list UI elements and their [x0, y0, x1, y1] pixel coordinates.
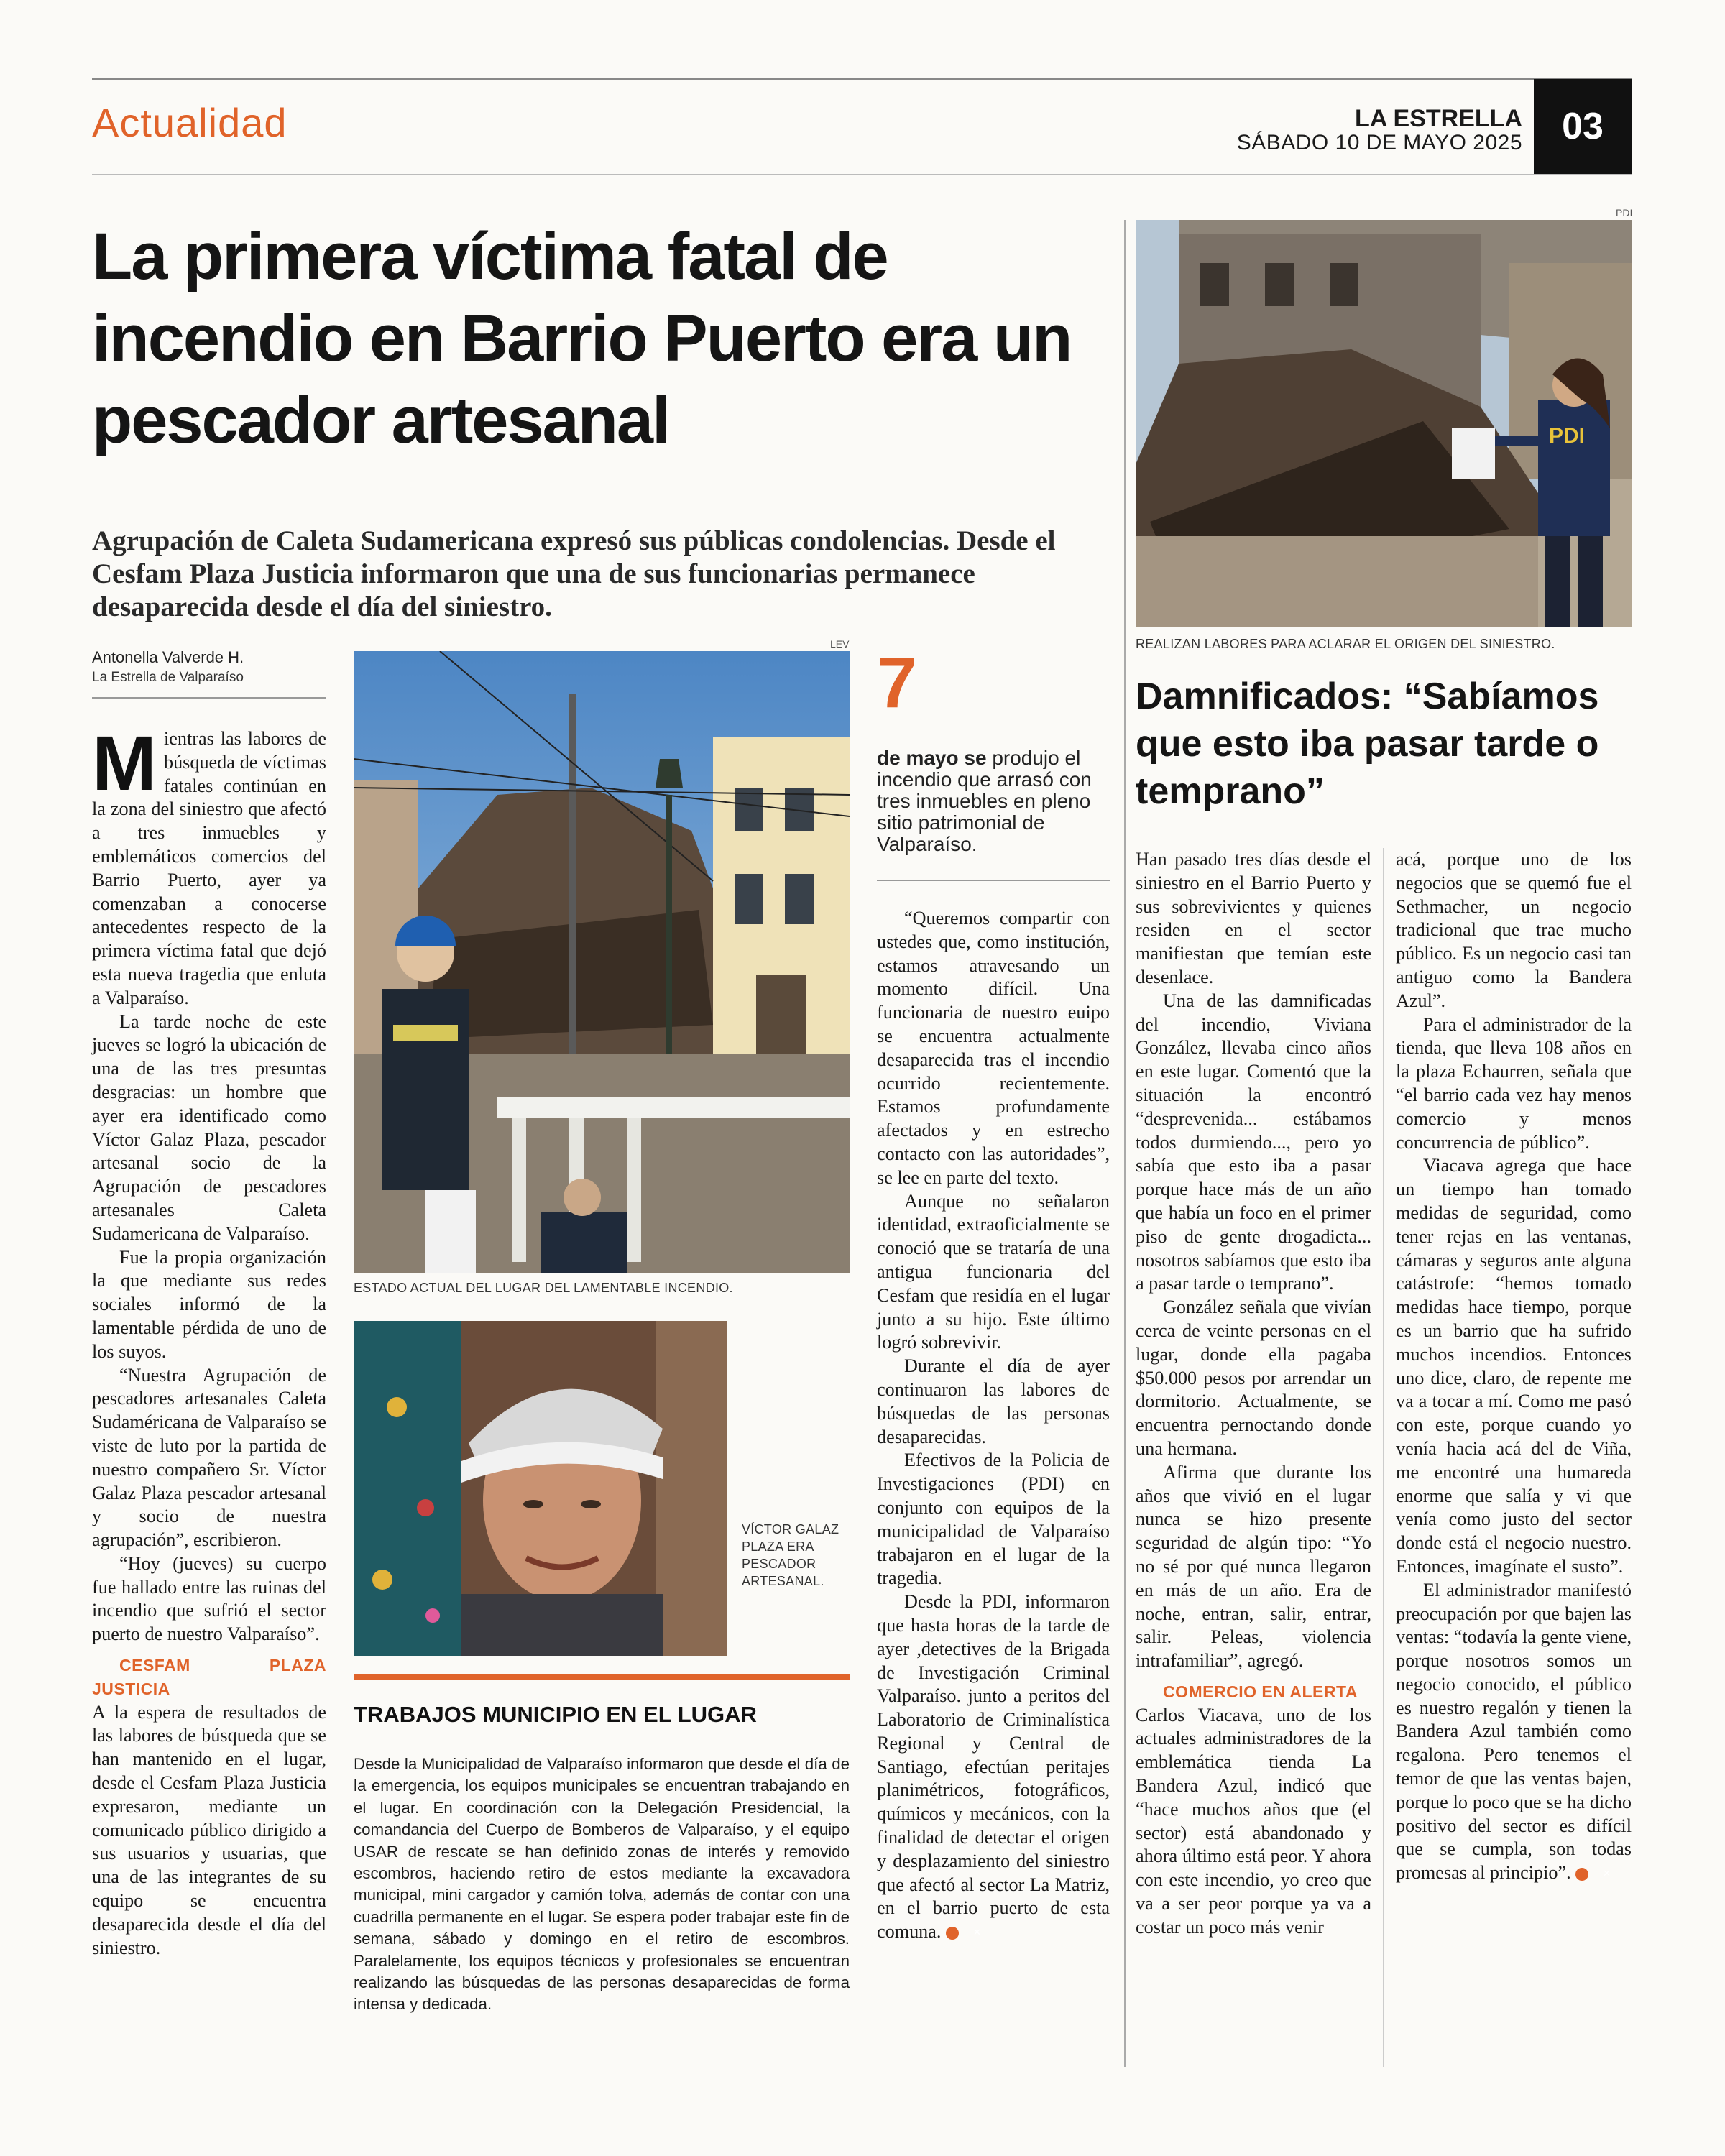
paragraph-text: ientras las labores de búsqueda de víctimas fatales continúan en la zona del siniestro que afectó a tres inmuebles y emblemáticos comercios del Barrio Puerto, ayer ya comenzaban a conocerse antecedentes respecto de la primera víctima fatal que dejó esta nueva tragedia que enluta a Valparaíso. — [92, 728, 326, 1008]
page-number: 03 — [1534, 79, 1632, 174]
paragraph — [877, 1590, 1110, 1944]
paragraph: Viacava agrega que hace un tiempo han tomado medidas de seguridad, como tener rejas en las ventanas, cámaras y seguros ante alguna catástrofe: “hemos tomado medidas hace tiempo, porque es un barrio que ha sufrido muchos incendios. Entonces uno dice, claro, de repente me va a tocar a mí. Como me pasó con este, porque cuando yo venía hacia acá del de Viña, me encontré una humareda enorme que salía y vi que venía como justo del sector donde está el negocio nuestro. Entonces, imagínate el susto”. — [1396, 1155, 1632, 1577]
box-title: TRABAJOS MUNICIPIO EN EL LUGAR — [354, 1702, 757, 1727]
byline — [92, 648, 244, 686]
paragraph: A la espera de resultados de las labores de búsqueda que se han mantenido en el lugar, desde el Cesfam Plaza Justicia expresaron, mediante un comunicado público dirigido a sus usuarios y usuarias, que una de las integrantes de su equipo se encuentra desaparecida desde el día del siniestro. — [92, 1701, 326, 1958]
portrait-illustration — [354, 1321, 727, 1656]
stat-body: produjo el incendio que arrasó con tres inmuebles en pleno sitio patrimonial de Valparaíso. — [877, 747, 1092, 855]
headline: La primera víctima fatal de incendio en Barrio Puerto era un pescador artesanal — [92, 220, 1072, 457]
paragraph: Aunque no señalaron identidad, extraoficialmente se conoció que se trataría de una antigua funcionaria del Cesfam que residía en el lugar junto a su hijo. Este último logró sobrevivir. — [877, 1190, 1110, 1353]
paragraph: Durante el día de ayer continuaron las labores de búsquedas de las personas desaparecidas. — [877, 1355, 1110, 1447]
investigator-photo — [1136, 220, 1632, 627]
investigator-illustration — [1136, 220, 1632, 627]
header-bottom-rule — [92, 174, 1632, 175]
byline-org: La Estrella de Valparaíso — [92, 670, 244, 685]
paragraph: Carlos Viacava, uno de los actuales administradores de la emblemática tienda La Bandera Azul, indicó que “hace muchos años que (el sector) está abandonado y ahora último está peor. Y ahora con este incendio, yo creo que va a ser peor porque ya va a costar un poco más venir — [1136, 1704, 1371, 1938]
paragraph — [92, 719, 326, 1010]
side-headline: Damnificados: “Sabíamos que esto iba pasar tarde o temprano” — [1136, 676, 1599, 812]
portrait-photo — [354, 1321, 727, 1656]
paper-masthead — [1237, 106, 1522, 155]
photo-credit: PDI — [1616, 207, 1633, 218]
paper-name: LA ESTRELLA — [1355, 105, 1522, 132]
portrait-caption: VÍCTOR GALAZ PLAZA ERA PESCADOR ARTESANAL. — [742, 1522, 840, 1588]
paragraph: “Hoy (jueves) su cuerpo fue hallado entre las ruinas del incendio que sufrió el sector puerto de nuestro Valparaíso”. — [92, 1552, 326, 1645]
body-column-3 — [877, 907, 1110, 1944]
header-top-rule — [92, 78, 1632, 80]
fire-scene-photo — [354, 651, 850, 1273]
body-column-1 — [92, 719, 326, 1960]
section-label: Actualidad — [92, 100, 288, 145]
photo-credit: LEV — [830, 638, 850, 650]
paragraph: “Queremos compartir con ustedes que, como institución, estamos atravesando un momento difícil. Una funcionaria de nuestro euipo se encuentra actualmente desaparecida tras el incendio ocurrido recientemente. Estamos profundamente afectados y en estrecho contacto con las autoridades”, se lee en parte del texto. — [877, 908, 1110, 1188]
fire-scene-illustration — [354, 651, 850, 1273]
paragraph: Para el administrador de la tienda, que lleva 108 años en la plaza Echaurren, señala que “el barrio cada vez hay menos comercio y menos concurrencia de público”. — [1396, 1013, 1632, 1153]
paragraph — [1396, 1579, 1632, 1885]
subhead-comercio: COMERCIO EN ALERTA — [1163, 1682, 1358, 1701]
paragraph-text: El administrador manifestó preocupación por que bajen las ventas: “todavía la gente viene, porque nosotros somos un negocio conocido, el público es nuestro regalón y tienen la Bandera Azul también como regalona. Pero tenemos el temor de que las ventas bajen, porque lo poco que se ha dicho positivo del sector es difícil que se cumpla, son todas promesas al principio”. — [1396, 1579, 1632, 1884]
paragraph: Una de las damnificadas del incendio, Viviana González, llevaba cinco años en este lugar. Comentó que la situación la encontró “desprevenida... estábamos todos durmiendo..., pero yo sabía que esto iba a pasar porque hace más de un año que había un foco en el primer piso de gente drogadicta... nosotros sabíamos que esto iba a pasar tarde o temprano”. — [1136, 990, 1371, 1294]
pdi-vest-logo: PDI — [1549, 424, 1586, 448]
paragraph: Efectivos de la Policia de Investigaciones (PDI) en conjunto con equipos de la municipalidad de Valparaíso trabajaron en el lugar de la tragedia. — [877, 1450, 1110, 1589]
paragraph: “Nuestra Agrupación de pescadores artesanales Caleta Sudaméricana de Valparaíso se viste de luto por la partida de nuestro compañero Sr. Víctor Galaz Plaza pescador artesanal y socio de nuestra agrupación”, escribieron. — [92, 1364, 326, 1551]
drop-cap: M — [92, 719, 157, 806]
paragraph: González señala que vivían cerca de veinte personas en el lugar, donde ella pagaba $50.000 pesos por arrendar un dormitorio. Actualmente, se encuentra pernoctando donde una hermana. — [1136, 1296, 1371, 1459]
box-rule — [354, 1674, 850, 1680]
photo-caption: ESTADO ACTUAL DEL LUGAR DEL LAMENTABLE INCENDIO. — [354, 1281, 733, 1295]
paragraph: Han pasado tres días desde el siniestro en el Barrio Puerto y sus sobrevivientes y quienes residen en el sector manifiestan que temían este desenlace. — [1136, 849, 1371, 987]
side-column-b — [1396, 848, 1632, 1885]
side-column-a — [1136, 848, 1371, 1940]
byline-name: Antonella Valverde H. — [92, 648, 244, 666]
issue-date: SÁBADO 10 DE MAYO 2025 — [1236, 131, 1522, 155]
stat-rule — [877, 880, 1110, 881]
paragraph: Fue la propia organización la que mediante sus redes sociales informó de la lamentable pérdida de uno de los suyos. — [92, 1246, 326, 1362]
stat-number: 7 — [877, 642, 917, 723]
column-divider — [1383, 848, 1384, 2067]
subhead-cesfam: CESFAM PLAZA JUSTICIA — [92, 1656, 326, 1698]
paragraph: Afirma que durante los años que vivió en el lugar nunca se hizo presente seguridad de algún tipo: “Yo no sé por qué nunca llegaron en más de un año. Era de noche, entran, salir, entrar, salir. Peleas, violencia intrafamiliar”, agregó. — [1136, 1461, 1371, 1672]
paragraph-text: Desde la PDI, informaron que hasta horas de la tarde de ayer ,detectives de la Brigada de Investigación Criminal Valparaíso. junto a peritos del Laboratorio de Criminalística Regional y Central de Santiago, efectúan peritajes planimétricos, fotográficos, químicos y mecánicos, con la finalidad de detectar el origen y desplazamiento del siniestro que afectó al sector La Matriz, en el barrio puerto de esta comuna. — [877, 1591, 1110, 1943]
photo-caption: REALIZAN LABORES PARA ACLARAR EL ORIGEN DEL SINIESTRO. — [1136, 637, 1555, 651]
stat-text — [877, 747, 1114, 855]
box-body: Desde la Municipalidad de Valparaíso informaron que desde el día de la emergencia, los equipos municipales se encuentran trabajando en el lugar. En coordinación con la Delegación Presidencial, la comandancia del Cuerpo de Bomberos de Valparaíso, y el equipo USAR de rescate se han definido zonas de interés y removido escombros, haciendo retiro de estos mediante la excavadora municipal, mini cargador y camión tolva, además de contar con una cuadrilla permanente en el lugar. Se espera poder trabajar este fin de semana, sábado y domingo en el retiro de escombros. Paralelamente, los equipos técnicos y profesionales se encuentran realizando las búsquedas de las personas desaparecidas de forma intensa y dedicada. — [354, 1755, 850, 2014]
stat-lead: de mayo se — [877, 747, 987, 769]
end-mark-icon: ✕ — [946, 1927, 959, 1940]
column-divider — [1124, 220, 1126, 2067]
paragraph: acá, porque uno de los negocios que se quemó fue el Sethmacher, un negocio tradicional que trae mucho público. Es un negocio casi tan antiguo como la Bandera Azul”. — [1396, 849, 1632, 1011]
deck: Agrupación de Caleta Sudamericana expresó sus públicas condolencias. Desde el Cesfam Plaza Justicia informaron que una de sus funcionarias permanece desaparecida desde el día del siniestro. — [92, 525, 1056, 622]
paragraph: La tarde noche de este jueves se logró la ubicación de una de las tres presuntas desgracias: un hombre que ayer era identificado como Víctor Galaz Plaza, pescador artesanal socio de la Agrupación de pescadores artesanales Caleta Sudamericana de Valparaíso. — [92, 1010, 326, 1244]
end-mark-icon: ✕ — [1576, 1868, 1588, 1881]
byline-rule — [92, 697, 326, 699]
